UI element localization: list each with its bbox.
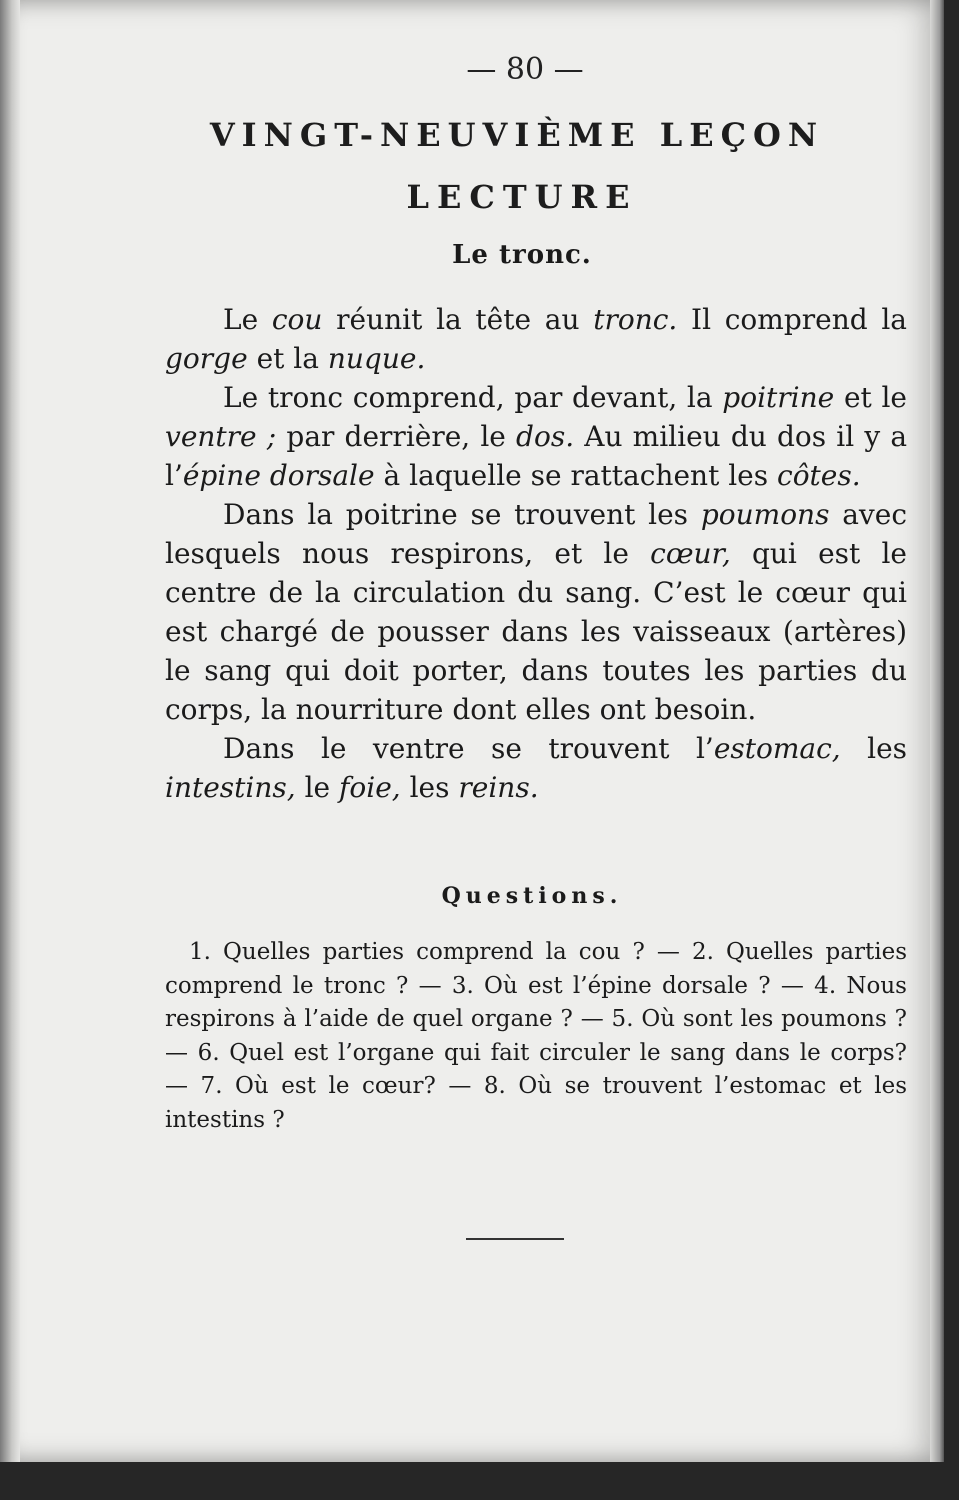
text-run: par derrière, le [276,420,517,453]
text-run: les [400,771,459,804]
italic-term: poitrine [722,381,835,414]
italic-term: cœur, [650,537,731,570]
text-run: réunit la tête au [322,303,594,336]
text-run: qui est le centre de la circulation du sang. C’est le cœur qui est chargé de pousser dans les vaisseaux (artères) le sang qui doit porter, dans toutes les parties du corps, la nourriture dont elles ont besoin. [165,537,907,726]
italic-term: épine dorsale [182,459,375,492]
text-run: Au milieu du dos il y a l’ [165,420,908,492]
text-run: à laquelle se rattachent les [374,459,778,492]
questions-list: 1. Quelles parties comprend la cou ? — 2. Quelles parties comprend le tronc ? — 3. Où est l’épine dorsale ? — 4. Nous respirons à l’aide de quel organe ? — 5. Où sont les poumons ? — 6. Quel est l’organe qui fait circuler le sang dans le corps? — 7. Où est le cœur? — 8. Où se trouvent l’estomac et les intestins ? [165,939,907,1133]
section-title: LECTURE [406,178,638,216]
page-gutter [0,0,20,1462]
questions-title: Questions. [441,883,623,909]
text-run: les [840,732,908,765]
lesson-title: VINGT-NEUVIÈME LEÇON [209,116,825,154]
italic-term: ventre ; [165,420,277,453]
text-run: le [295,771,340,804]
text-run: Il comprend la [677,303,907,336]
italic-term: gorge [165,342,248,375]
italic-term: intestins, [165,771,296,804]
italic-term: nuque. [327,342,426,375]
paragraph [165,495,907,729]
paragraph [165,300,907,378]
text-run: et le [834,381,907,414]
text-run: Dans la poitrine se trouvent les [223,498,701,531]
italic-term: poumons [700,498,830,531]
page-number: — 80 — [466,52,584,87]
italic-term: reins. [458,771,539,804]
italic-term: dos. [516,420,575,453]
text-run: Dans le ventre se trouvent l’ [223,732,714,765]
italic-term: côtes. [777,459,861,492]
text-run: Le [223,303,272,336]
text-run: et la [247,342,328,375]
italic-term: cou [271,303,323,336]
reading-text [165,300,907,807]
italic-term: foie, [339,771,401,804]
paragraph [165,729,907,807]
text-run: avec lesquels nous respirons, et le [165,498,907,570]
paragraph [165,378,907,495]
page-edge [930,0,944,1462]
italic-term: estomac, [713,732,841,765]
end-rule [466,1238,564,1240]
subtitle: Le tronc. [452,240,592,270]
italic-term: tronc. [593,303,678,336]
text-run: Le tronc comprend, par devant, la [223,381,723,414]
